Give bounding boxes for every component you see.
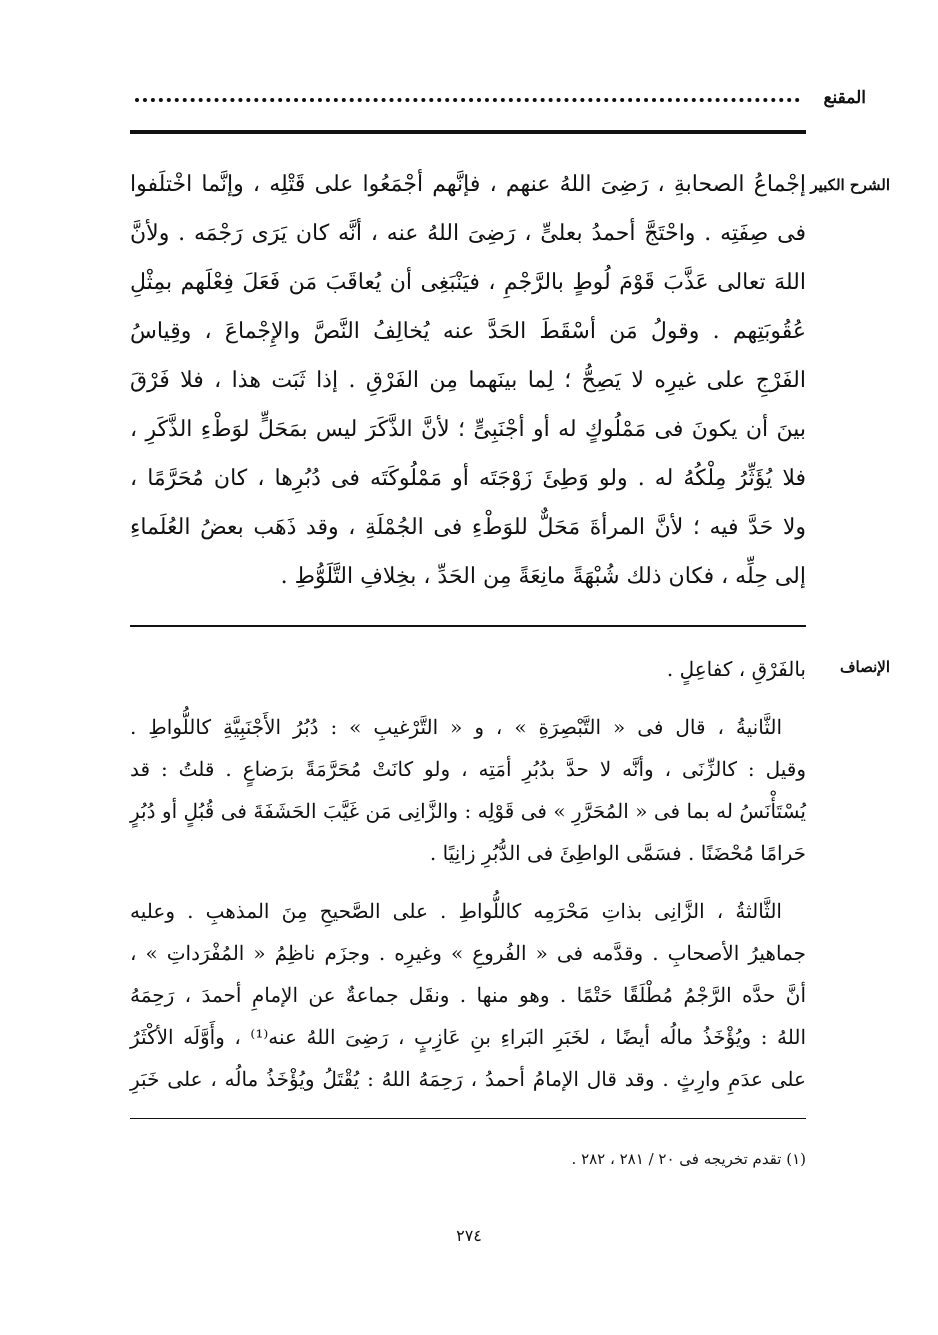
running-header-title: المقنع xyxy=(823,88,866,108)
sharh-line: إجْماعُ الصحابةِ ، رَضِىَ اللهُ عنهم ، فإنَّهم أجْمَعُوا على قَتْلِه ، وإنَّما اخْتلَفوا xyxy=(130,172,806,197)
sharh-line: ولا حَدَّ فيه ؛ لأنَّ المرأةَ مَحَلٌّ للوَطْءِ فى الجُمْلَةِ ، وقد ذَهَب بعضُ العُلَماءِ xyxy=(130,515,806,540)
insaf-line: أنَّ حدَّه الرَّجْمُ مُطْلَقًا حَتْمًا . وهو منها . ونقَل جماعةٌ عن الإمامِ أحمدَ ، رَحِمَهُ xyxy=(130,983,806,1007)
insaf-section-label: الإنصاف xyxy=(839,658,890,676)
sharh-line: بينَ أن يكونَ فى مَمْلُوكٍ له أو أجْنَبِىٍّ ؛ لأنَّ الذَّكَرَ ليس بمَحَلٍّ لوَطْءِ الذَّكَرِ ، xyxy=(130,417,806,442)
footnote-rule xyxy=(130,1118,806,1119)
page-number: ٢٧٤ xyxy=(456,1226,482,1245)
sharh-line: فى صِفَتِه . واحْتَجَّ أحمدُ بعلىٍّ ، رَضِىَ اللهُ عنه ، أنَّه كان يَرَى رَجْمَه . ولأنَّ xyxy=(130,221,806,246)
sharh-line: اللهَ تعالى عَذَّبَ قَوْمَ لُوطٍ بالرَّجْمِ ، فيَنْبَغِى أن يُعاقَبَ مَن فَعَلَ فِعْلَهم بمِثْلِ xyxy=(130,270,806,295)
insaf-line: جماهيرُ الأصحابِ . وقدَّمه فى « الفُروعِ » وغيرِه . وجزَم ناظِمُ « المُفْرَداتِ » ، xyxy=(130,941,806,965)
sharh-line: فلا يُؤَثِّرُ مِلْكُهُ له . ولو وَطِئَ زَوْجَتَه أو مَمْلُوكَتَه فى دُبُرِها ، كان مُحَرَّمًا ، xyxy=(130,466,806,491)
sharh-line: إلى حِلِّه ، فكان ذلك شُبْهَةً مانِعَةً مِن الحَدِّ ، بخِلافِ التَّلَوُّطِ . xyxy=(280,564,806,589)
header-rule xyxy=(130,130,806,134)
insaf-line: على عدَمِ وارِثٍ . وقد قال الإمامُ أحمدُ ، رَحِمَهُ اللهُ : يُقْتَلُ ويُؤْخَذُ مالُه ، على خَبَرِ xyxy=(130,1067,806,1091)
insaf-text-block xyxy=(130,648,806,1100)
insaf-line: وقيل : كالزِّنَى ، وأنَّه لا حدَّ بدُبُرِ أمَتِه ، ولو كانَتْ مُحَرَّمَةً برَضاعٍ . قلتُ : قد xyxy=(130,757,806,781)
insaf-line: الثَّالثةُ ، الزَّانِى بذاتِ مَحْرَمِه كاللُّواطِ . على الصَّحيحِ مِنَ المذهبِ . وعليه xyxy=(130,899,782,923)
sharh-line: الفَرْجِ على غيرِه لا يَصِحُّ ؛ لِما بينَهما مِن الفَرْقِ . إذا ثَبَت هذا ، فلا فَرْقَ xyxy=(130,368,806,393)
sharh-section-label: الشرح الكبير xyxy=(810,176,890,194)
section-divider xyxy=(130,625,806,627)
footnote: (١) تقدم تخريجه فى ٢٠ / ٢٨١ ، ٢٨٢ . xyxy=(571,1150,806,1168)
insaf-line: اللهُ : ويُؤْخَذُ مالُه أيضًا ، لخَبَرِ البَراءِ بنِ عَازِبٍ ، رَضِىَ اللهُ عنه⁽¹⁾ ، وأَوَّلَه الأكْثَرُ xyxy=(130,1025,806,1049)
insaf-line: الثَّانيةُ ، قال فى « التَّبْصِرَةِ » ، و « التَّرْغيبِ » : دُبُرُ الأَجْنَبِيَّةِ كاللُّواطِ . xyxy=(130,715,782,739)
insaf-line: يُسْتَأْنَسُ له بما فى « المُحَرَّرِ » فى قَوْلِه : والزَّانِى مَن غَيَّبَ الحَشَفَةَ فى قُبُلٍ أو دُبُرٍ xyxy=(130,799,806,823)
sharh-text-block xyxy=(130,160,806,601)
sharh-line: عُقُوبَتِهم . وقولُ مَن أسْقَطَ الحَدَّ عنه يُخالِفُ النَّصَّ والإِجْماعَ ، وقِياسُ xyxy=(130,319,806,344)
insaf-line: حَرامًا مُحْضَنًا . فسَمَّى الواطِئَ فى الدُّبُرِ زانِيًا . xyxy=(429,841,806,865)
header-dotted-leader xyxy=(135,98,800,102)
insaf-line: بالفَرْقِ ، كفاعِلٍ . xyxy=(666,657,806,681)
